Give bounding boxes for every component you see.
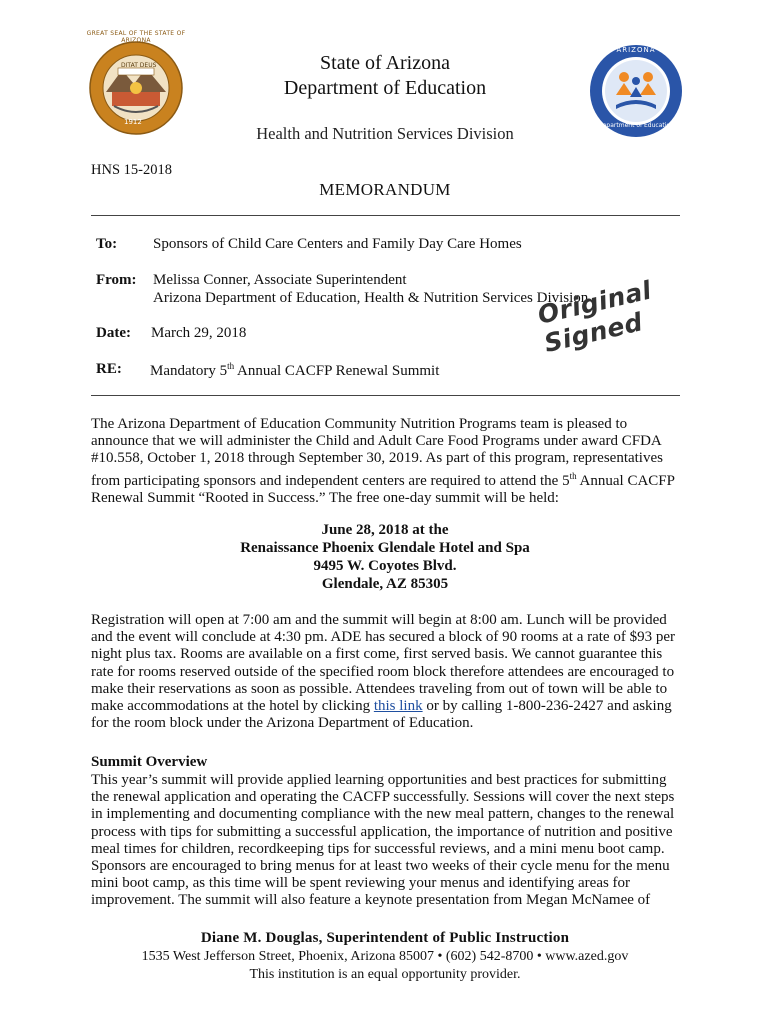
to-label: To: xyxy=(96,236,118,252)
re-value: Mandatory 5th Annual CACFP Renewal Summit xyxy=(150,361,440,379)
header-title-state: State of Arizona xyxy=(320,52,450,74)
re-label: RE: xyxy=(96,361,122,377)
from-value-line2: Arizona Department of Education, Health & Nutrition Services Division xyxy=(153,290,589,306)
logo-text-top: ARIZONA xyxy=(616,46,656,54)
seal-year: 1912 xyxy=(124,118,142,126)
original-signed-stamp: Original Signed xyxy=(534,275,655,358)
footer-equal-opportunity: This institution is an equal opportunity provider. xyxy=(249,967,521,982)
seal-motto: DITAT DEUS xyxy=(121,62,157,69)
event-date: June 28, 2018 at the xyxy=(321,522,449,538)
hotel-booking-link[interactable]: this link xyxy=(373,698,423,715)
header-title-department: Department of Education xyxy=(283,77,487,99)
event-street: 9495 W. Coyotes Blvd. xyxy=(313,558,457,574)
seal-text: GREAT SEAL OF THE STATE OF ARIZONA xyxy=(86,30,186,44)
intro-paragraph: The Arizona Department of Education Community Nutrition Programs team is pleased to announce that we will administer the Child and Adult Care Food Programs under award CFDA #10.558, October 1, 2018 through September 30, 2019. As part of this program, representatives from participating sponsors and independent centers are required to attend the 5th Annual CACFP Renewal Summit “Rooted in Success.” The free one-day summit will be held: xyxy=(91,416,675,506)
top-divider xyxy=(91,215,680,216)
footer-superintendent: Diane M. Douglas, Superintendent of Public Instruction xyxy=(200,930,570,946)
header-division: Health and Nutrition Services Division xyxy=(256,124,514,143)
event-venue: Renaissance Phoenix Glendale Hotel and Spa xyxy=(240,540,530,556)
overview-paragraph: This year’s summit will provide applied learning opportunities and best practices for submitting the renewal application and operating the CACFP successfully. Sessions will cover the next steps in implementing and documenting compliance with the new meal pattern, changes to the renewal process with tips for submitting a successful application, the importance of nutrition and positive meal times for children, recordkeeping tips for successful reviews, and a mini menu boot camp. Sponsors are encouraged to bring menus for at least two weeks of their cycle menu for the menu mini boot camp, as this time will be spent reviewing your menus and identifying areas for improvement. The summit will also feature a keynote presentation from Megan McNamee of xyxy=(91,772,675,909)
bottom-divider xyxy=(91,395,680,396)
from-label: From: xyxy=(96,272,137,288)
footer-address: 1535 West Jefferson Street, Phoenix, Arizona 85007 • (602) 542-8700 • www.azed.gov xyxy=(141,949,629,964)
from-value-line1: Melissa Conner, Associate Superintendent xyxy=(153,272,407,288)
date-value: March 29, 2018 xyxy=(151,325,247,341)
summit-overview-heading: Summit Overview xyxy=(91,754,208,770)
event-city: Glendale, AZ 85305 xyxy=(321,576,449,592)
to-value: Sponsors of Child Care Centers and Family Day Care Homes xyxy=(153,236,522,252)
date-label: Date: xyxy=(96,325,131,341)
memo-number: HNS 15-2018 xyxy=(91,162,172,178)
logo-text-bottom: Department of Education xyxy=(598,122,674,129)
registration-paragraph: Registration will open at 7:00 am and the summit will begin at 8:00 am. Lunch will be provided and the event will conclude at 4:30 pm. ADE has secured a block of 90 rooms at a rate of $93 per night plus tax. Rooms are available on a first come, first served basis. We cannot guarantee this rate for rooms reserved outside of the specified room block therefore attendees are encouraged to make their reservations as soon as possible. Attendees traveling from out of town will be able to make accommodations at the hotel by clicking this link or by calling 1-800-236-2427 and asking for the room block under the Arizona Department of Education. xyxy=(91,612,675,732)
memo-title: MEMORANDUM xyxy=(319,180,451,199)
